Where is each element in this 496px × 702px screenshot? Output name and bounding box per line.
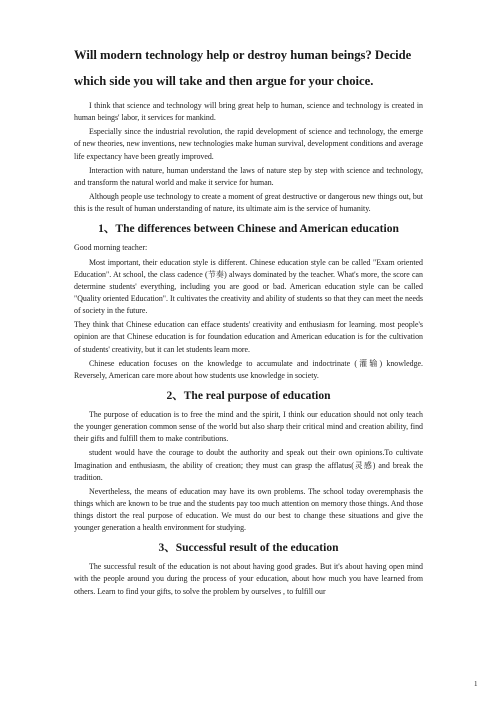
page-number: 1 [474, 680, 478, 688]
intro-paragraph: Especially since the industrial revolution, the rapid development of science and technology, the emerge of new theories, new inventions, new technologies make human survival, development conditions and average life expectancy have been greatly improved. [74, 127, 423, 161]
section1-paragraph: They think that Chinese education can efface students' creativity and enthusiasm for learning. most people's opinion are that Chinese education is for foundation education and American education is for the cultivation of students' creativity, but it can let students learn more. [74, 320, 423, 354]
intro-paragraph: Interaction with nature, human understand the laws of nature step by step with science and technology, and transform the natural world and make it service for human. [74, 165, 423, 187]
greeting-line: Good morning teacher: [74, 243, 148, 253]
section-heading-purpose: 2、The real purpose of education [166, 390, 331, 402]
section2-paragraph: Nevertheless, the means of education may have its own problems. The school today overemphasis the things which are known to be true and the students pay too much attention on memory those things. And those things distort the real purpose of education. We must do our best to change these situations and give the younger generation a health environment for studying. [74, 486, 423, 533]
section1-paragraph: Most important, their education style is different. Chinese education style can be called "Exam oriented Education". At school, the class cadence (节奏) always dominated by the teacher. What's more, the score can determine students' everything, including you are good or bad. American education style can be called "Quality oriented Education". It cultivates the creativity and ability of students so that they can meet the needs of society in the future. [74, 257, 423, 316]
section2-paragraph: student would have the courage to doubt the authority and speak out their own opinions.To cultivate Imagination and enthusiasm, the ability of creation; they must can grasp the afflatus(灵感) and break the tradition. [74, 448, 423, 482]
section2-paragraph: The purpose of education is to free the mind and the spirit, I think our education should not only teach the younger generation common sense of the world but also sharp their critical mind and creation ability, find their gifts and fulfill them to make contributions. [74, 410, 423, 444]
section1-paragraph: Chinese education focuses on the knowledge to accumulate and indoctrinate (灌输) knowledge. Reversely, American care more about how students use knowledge in society. [74, 358, 423, 380]
intro-paragraph: I think that science and technology will bring great help to human, science and technology is created in human beings' labor, it services for mankind. [74, 101, 423, 123]
section3-paragraph: The successful result of the education is not about having good grades. But it's about having open mind with the people around you during the process of your education, about how much you have learned from others. Learn to find your gifts, to solve the problem by ourselves , to fulfill our [74, 562, 423, 596]
intro-paragraph: Although people use technology to create a moment of great destructive or dangerous new things out, but this is the result of human understanding of nature, its ultimate aim is the service of humanity. [74, 192, 423, 214]
section-heading-differences: 1、The differences between Chinese and American education [98, 223, 399, 236]
essay-title: Will modern technology help or destroy human beings? Decide which side you will take and then argue for your choice. [74, 48, 412, 88]
document-body [74, 100, 423, 600]
section-heading-result: 3、Successful result of the education [158, 542, 339, 555]
